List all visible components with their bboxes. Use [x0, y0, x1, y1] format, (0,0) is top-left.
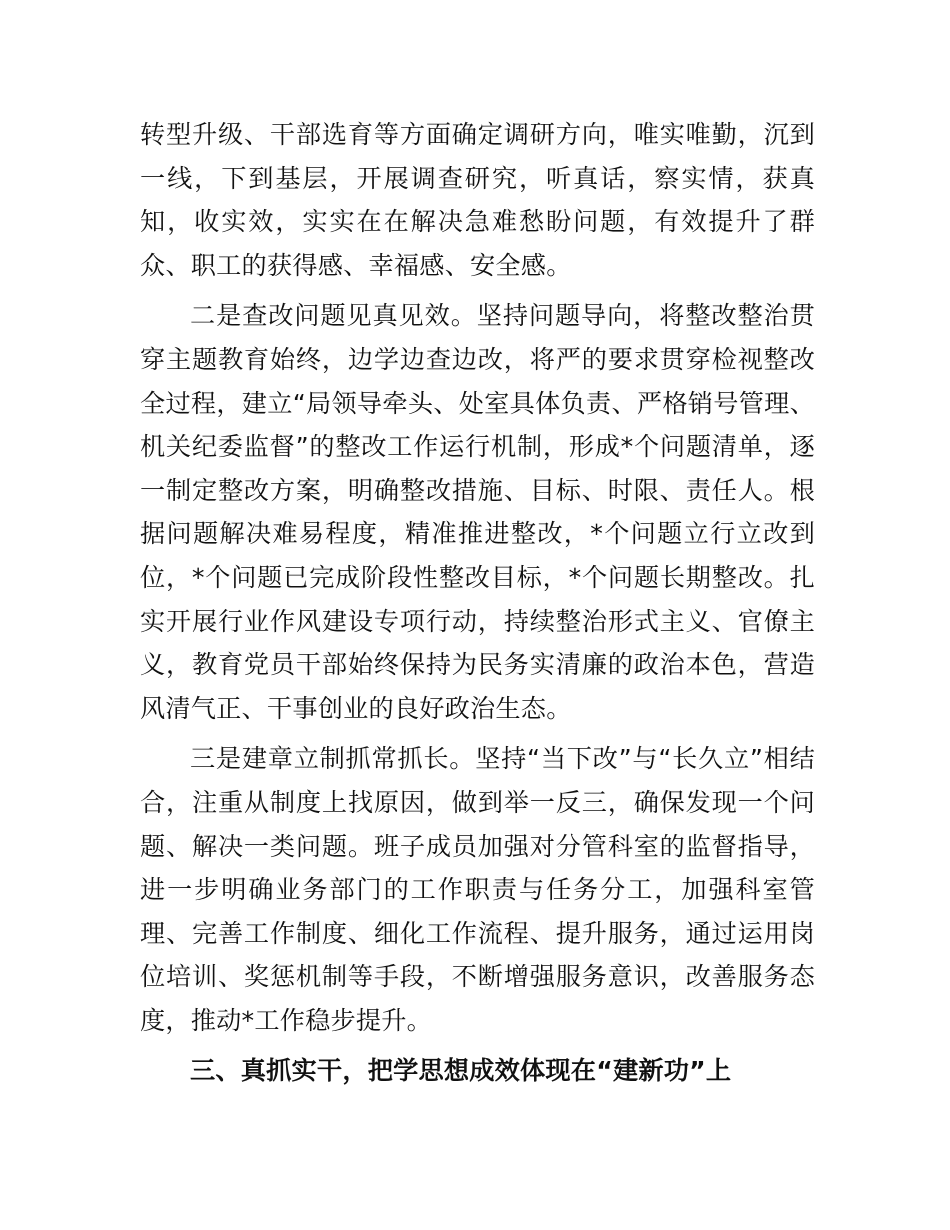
paragraph-rectification: 二是查改问题见真见效。坚持问题导向，将整改整治贯穿主题教育始终，边学边查边改，将严的要求贯穿检视整改全过程，建立“局领导牵头、处室具体负责、严格销号管理、机关纪委监督”的整改工作运行机制，形成*个问题清单，逐一制定整改方案，明确整改措施、目标、时限、责任人。根据问题解决难易程度，精准推进整改，*个问题立行立改到位，*个问题已完成阶段性整改目标，*个问题长期整改。扎实开展行业作风建设专项行动，持续整治形式主义、官僚主义，教育党员干部始终保持为民务实清廉的政治本色，营造风清气正、干事创业的良好政治生态。 [140, 301, 815, 723]
document-page [140, 113, 815, 1093]
paragraph-continuation: 转型升级、干部选育等方面确定调研方向，唯实唯勤，沉到一线，下到基层，开展调查研究，听真话，察实情，获真知，收实效，实实在在解决急难愁盼问题，有效提升了群众、职工的获得感、幸福感、安全感。 [140, 120, 815, 280]
paragraph-institution-building: 三是建章立制抓常抓长。坚持“当下改”与“长久立”相结合，注重从制度上找原因，做到举一反三，确保发现一个问题、解决一类问题。班子成员加强对分管科室的监督指导，进一步明确业务部门的工作职责与任务分工，加强科室管理、完善工作制度、细化工作流程、提升服务，通过运用岗位培训、奖惩机制等手段，不断增强服务意识，改善服务态度，推动*工作稳步提升。 [140, 744, 815, 1035]
section-heading: 三、真抓实干，把学思想成效体现在“建新功”上 [190, 1056, 732, 1086]
